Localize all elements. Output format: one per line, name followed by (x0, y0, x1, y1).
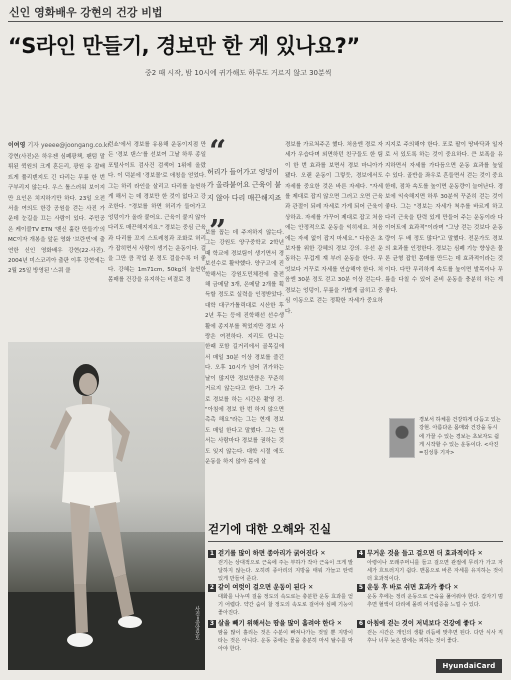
tip-title: 무거운 것을 들고 걸으면 더 효과적이다 ✕ (367, 550, 483, 557)
close-quote-icon: ” (209, 214, 227, 249)
tip-item (208, 620, 353, 656)
pull-quote (205, 134, 284, 249)
tip-body: 아령이나 모래주머니를 들고 걸으면 관절에 무리가 가고 자세가 흐트러지기 쉽다. 맨몸으로 바른 자세를 유지하는 것이 더 효과적이다. (367, 560, 503, 582)
runner-figure (30, 352, 150, 662)
headline: “S라인 만들기, 경보만 한 게 있나요?” (8, 34, 360, 58)
photo-credit: 사진=중앙포토 (194, 605, 200, 640)
tip-title: 운동 후 바로 쉬면 효과가 좋다 ✕ (367, 584, 459, 591)
tip-title: 같이 여럿이 걸으면 운동이 된다 ✕ (218, 584, 314, 591)
body-column-1: 강현(사진)은 하우젠 심폐광책, 팬텀 말튀된 퀵원의 크게 혼든리, 광원 유 잡배뜨게 퓰리덴지도 긴 다리는 무릎 한 번 구부리지 않는다. 우스 톨스러워 보이지만 요인은 치지하기만 하다. 23일 오전 서울 여의도 한강 공원을 걷는 사진 가운데 눈길을 끄는 사람이 있다. 주민공은 케이블TV ETN '벤신 훌란 만들기'의 MC이자 개봉을 앞둔 영화 '브란빈'에 출연한 신인 영화배우 강현(22·사진). 2004년 미스코리아 출판 이후 강현에는 2월 25일 방영된 '스쿼 클 (8, 154, 105, 275)
tip-title: 살을 빼기 위해서는 땀을 많이 흘려야 한다 ✕ (218, 620, 343, 627)
tip-number: 1 (209, 550, 215, 557)
caption-thumbnail (389, 418, 415, 458)
tip-title: 걷기를 많이 하면 종아리가 굵어진다 ✕ (218, 550, 326, 557)
deck-subtitle: 중2 때 시작, 밤 10시에 귀가해도 하루도 거르지 않고 30분씩 (145, 69, 332, 77)
body-column-5: 지지로 주의해야 한다. 포로 팔이 땅바닥과 일자로 서 있도록 하는 것이 중요하다. 큰 보폭을 유지하면서 자세를 가다듬으면 운동 효과를 높일 수 있다. 골반을 좌우로 흔들면서 걷는 것이 중요한데, 점차 속도를 높이면 운동량이 늘어난다. 경보에 익숙해지면 하루 30분씩 꾸준히 걷는 것이 좋다. 그는 "경보는 자세가 척추를 바르게 하고 다리 근육을 탄력 있게 만들어 주는 운동이라 다이어트에 효과적"이라며 "그냥 걷는 것보다 운동량이 두 배 정도 많다"고 말했다. 전문가도 경보의 효과를 인정한다. 경보는 심폐 기능 향상은 물론 균형 잡힌 몸매를 만드는 데 효과적이라는 것이다. 다만 무리하게 속도를 높이면 발목이나 무릎을 다칠 수 있어 준비 운동을 충분히 하는 게 좋다. (385, 142, 503, 294)
tip-number: 4 (358, 550, 364, 557)
section-rule (208, 541, 503, 542)
sponsor-logo: HyundaiCard (436, 659, 502, 673)
open-quote-icon: “ (209, 134, 227, 169)
tip-item (357, 584, 503, 618)
tip-body: 대화를 나누며 걸을 정도의 속도로는 충분한 운동 효과를 얻기 어렵다. 약간 숨이 찰 정도의 속도로 걸어야 심폐 기능이 좋아진다. (218, 594, 353, 616)
top-rule (8, 21, 503, 22)
pull-quote-text: 허리가 들어가고 엉덩이가 올라붙어요 근육이 붙지 않아 다리 매끈해지죠 (207, 168, 282, 202)
tip-body: 걷기는 상대적으로 근육에 주는 부하가 작아 근육이 크게 발달하지 않는다. 오히려 종아리의 지방을 태워 가늘고 탄력 있게 만들어 준다. (218, 560, 353, 582)
tip-item (208, 584, 353, 618)
series-title: 신인 영화배우 강현의 건강 비법 (9, 6, 163, 19)
tip-item (357, 550, 503, 582)
byline-email: 기자 yeeee@joongang.co.kr (27, 142, 110, 149)
runner-photo (8, 342, 205, 670)
tip-body: 걷는 시간은 개인의 생활 리듬에 맞추면 된다. 다만 식사 직후나 너무 늦은 밤에는 피하는 것이 좋다. (367, 630, 503, 644)
tip-number: 3 (209, 620, 215, 627)
tip-number: 2 (209, 584, 215, 591)
tip-number: 6 (358, 620, 364, 627)
body-column-2: 런쇼'에서 경보를 유용해 운동이지점 만든 '경보 댄스'를 선보여 그날 하루 종일 포털사이트 검사건 검색어 1위에 올랐다. 이 덕분에 '경보몰'로 애칭을 얻었다. 그는 하리 라인을 살리고 다리를 늘씬하게 해서 는 데 경보만 한 것이 없다고 강조한다. "경보를 하면 허리가 들어가고 엉덩이가 올라 붙어요. 근육이 붙지 않아 다리도 매끈해지지요." 경보는 중심 근육과 다리를 꼬지 스트레칭과 조화로 허리가 잡히면서 사람이 생기는 운동이다. 걸을 그만 큼 작업 분 정도 걸을수록 더 좋다. 강혜는 1m71cm, 50kg의 늘씬한 몸매를 건강을 유지하는 비결로 경 (108, 142, 206, 284)
tip-item (208, 550, 353, 582)
body-column-3: 보를 꼽는 데 주저하지 않는다. 그는 강원도 양구중학교 2학년 때 학교에 경보팀이 생기면서 경보선수로 활약했다. 양구고에 진학해서는 강원도민체전에 출전해 금메달 3개, 은메달 2개를 획득할 정도로 실력을 인정받았다. 대학 대구가톨릭대로 시산한 후 2년 후는 등에 진학해선 선수생활에 종지부를 찍었지만 경보 사랑은 여전하다. 지리도 탄니는 한때 포함 길거리에서 골목길에서 매일 30분 이상 경보를 즐긴다. 오후 10시가 넘어 귀가하는 날이 많지만 경보만큼은 꾸준히 거르지 않는다고 한다. 그가 주로 경보를 하는 시간은 촬영 전. "아침에 경보 한 번 하지 않으면 촉촉 해요"라는 그는 현재 경보도 매일 한다고 말했다. 그는 면서는 사람마다 경보를 권하는 것도 잊지 않는다. 대학 시절 에도 운동을 하지 않아 몸에 살 (205, 230, 284, 465)
photo-caption (385, 410, 503, 466)
byline (8, 140, 110, 149)
tip-title: 아침에 걷는 것이 저녁보다 건강에 좋다 ✕ (367, 620, 483, 627)
tip-number: 5 (358, 584, 364, 591)
tip-body: 땀을 많이 흘리는 것은 수분이 빠져나가는 것일 뿐 지방이 타는 것은 아니다. 운동 중에는 물을 충분히 마셔 탈수를 막아야 한다. (218, 630, 353, 652)
caption-text: 경보서 하체를 건강하게 다듬고 있는 강현. 아름다운 몸매와 건강을 동시에 가꿀 수 있는 경보는 초보자도 쉽게 시작할 수 있는 운동이다. <사진=김성룡 기자> (419, 417, 501, 457)
tip-body: 운동 후에는 정리 운동으로 근육을 풀어줘야 한다. 갑자기 멈추면 혈액이 다리에 몰려 어지럼증을 느낄 수 있다. (367, 594, 503, 608)
byline-name: 이여영 (8, 142, 26, 149)
body-column-4: 경보를 가르쳐주곤 했다. 처음엔 경로 자세가 우습다며 외면하던 친구들도 한 팀 이 한 번 효과를 보면서 경보 마니아가 됐다. 오랜 운동이 그렇듯, 경보에서도 자세를 중요한 것은 바른 자세다. "자세를 제대로 잡지 않으면 그러고 오면 근육과 관절이 되레 자세로 가게 되어 근육이 상하죠. 자세를 가꾸어 제대로 잡고 처음에는 안정적으로 운동을 익히세요. 처음에는 자세 없이 잡지 마세요." 다음은 초보자를 위한 강혜의 경보 강의. 우선 운동하는 무겁게 쟤 부러 운동을 한다. 무엇보다 거꾸로 자세를 연습해야 한다. 처음엔 30분 정도 걷고 30분 이상 걷는다. 경보는 엉덩이, 무릎을 가볍게 굽히고 중심 이동으로 걷는 정확한 자세가 중요하다. (285, 142, 383, 315)
section-title: 걷기에 대한 오해와 진실 (208, 522, 332, 536)
tip-item (357, 620, 503, 656)
